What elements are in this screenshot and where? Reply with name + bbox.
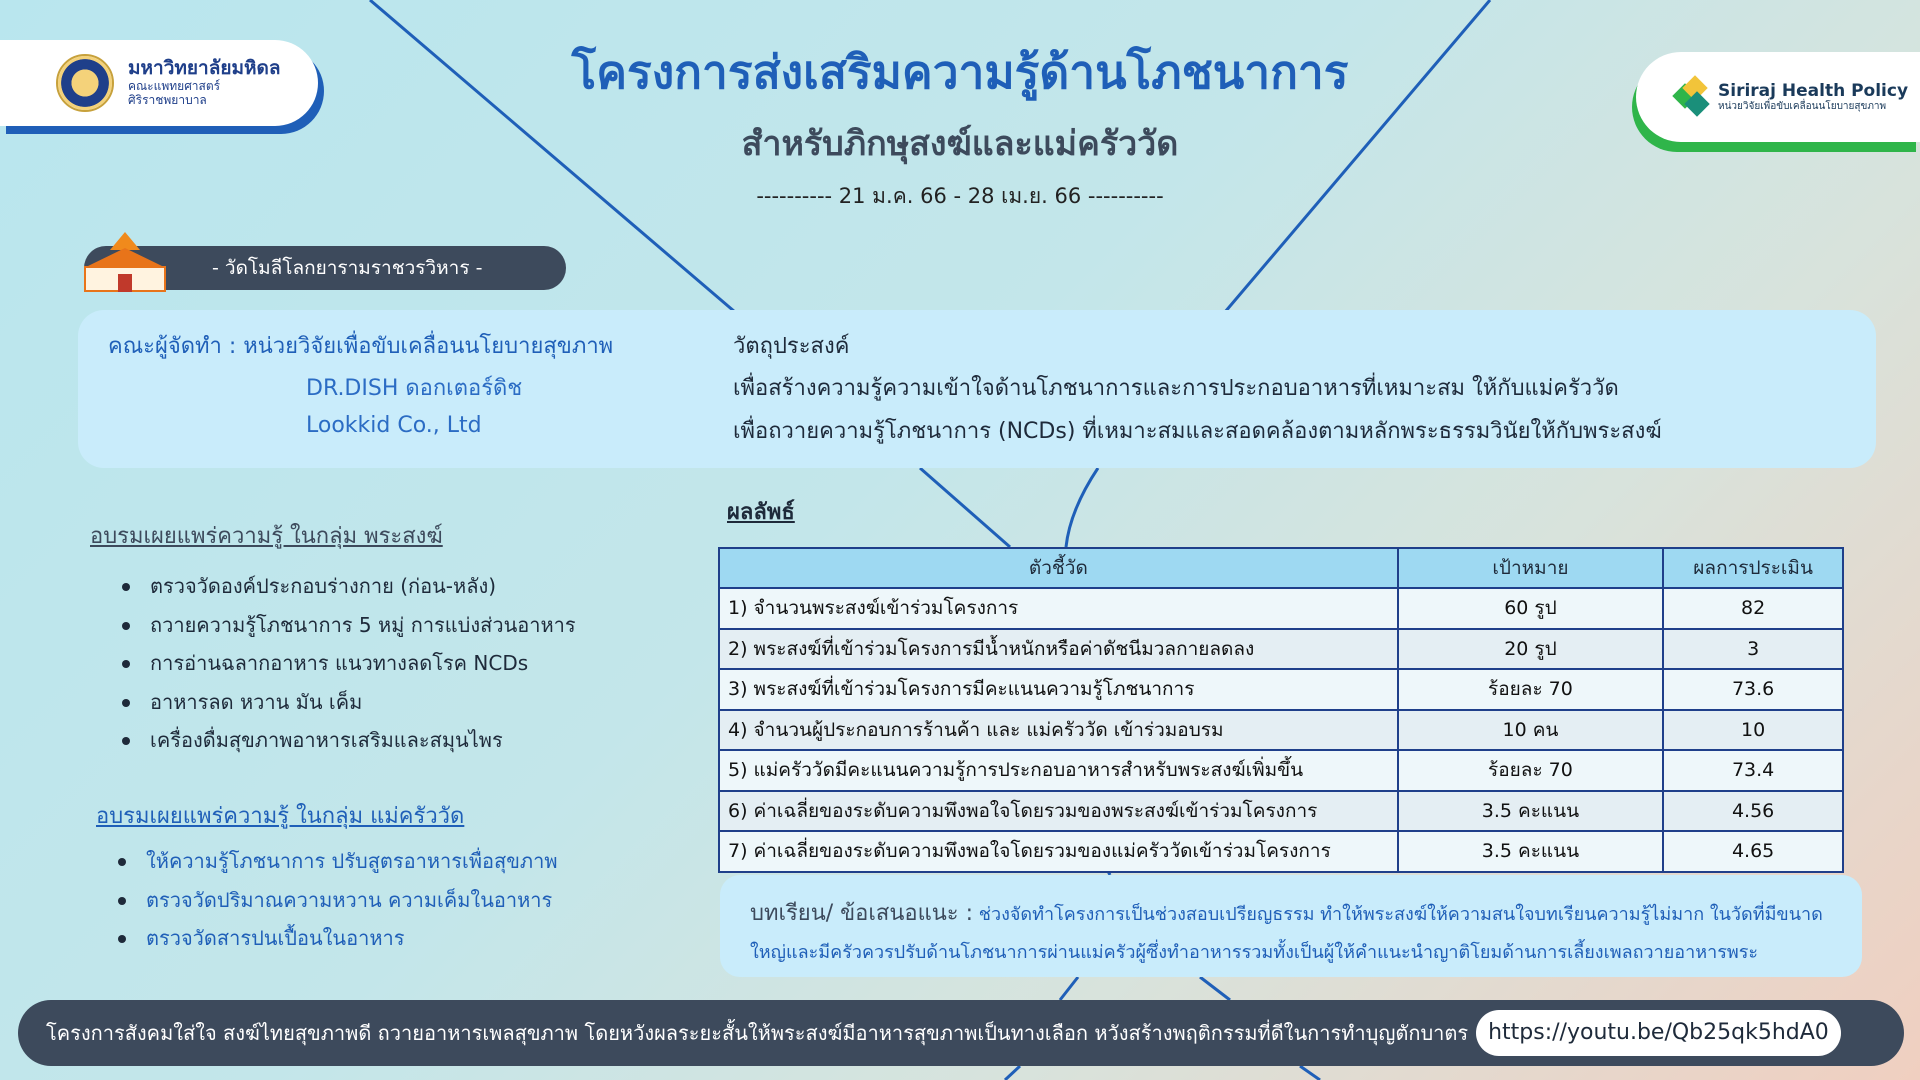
table-row bbox=[719, 669, 1843, 710]
indicator-cell: 2) พระสงฆ์ที่เข้าร่วมโครงการมีน้ำหนักหรือค่าดัชนีมวลกายลดลง bbox=[719, 629, 1398, 670]
target-cell: ร้อยละ 70 bbox=[1398, 750, 1664, 791]
page-title: โครงการส่งเสริมความรู้ด้านโภชนาการ bbox=[571, 45, 1349, 99]
lessons-text-line1: ช่วงจัดทำโครงการเป็นช่วงสอบเปรียญธรรม ทำให้พระสงฆ์ให้ความสนใจบทเรียนความรู้ไม่มาก ในวัดที่มีขนาด bbox=[978, 904, 1823, 925]
list-item: เครื่องดื่มสุขภาพอาหารเสริมและสมุนไพร bbox=[122, 721, 576, 760]
logo-right-line2: หน่วยวิจัยเพื่อขับเคลื่อนนโยบายสุขภาพ bbox=[1718, 100, 1887, 112]
page-subtitle: สำหรับภิกษุสงฆ์และแม่ครัววัด bbox=[741, 124, 1179, 164]
indicator-cell: 3) พระสงฆ์ที่เข้าร่วมโครงการมีคะแนนความรู้โภชนาการ bbox=[719, 669, 1398, 710]
logo-left-line3: ศิริราชพยาบาล bbox=[128, 92, 207, 107]
indicator-cell: 7) ค่าเฉลี่ยของระดับความพึงพอใจโดยรวมของแม่ครัววัดเข้าร่วมโครงการ bbox=[719, 831, 1398, 872]
result-cell: 73.6 bbox=[1663, 669, 1843, 710]
lessons-label: บทเรียน/ ข้อเสนอแนะ : bbox=[750, 901, 974, 926]
footer-text: โครงการสังคมใส่ใจ สงฆ์ไทยสุขภาพดี ถวายอาหารเพลสุขภาพ โดยหวังผลระยะสั้นให้พระสงฆ์มีอาหารสุขภาพเป็นทางเลือก หวังสร้างพฤติกรรมที่ดีในการทำบุญตักบาตร bbox=[46, 1021, 1469, 1045]
list-item: ให้ความรู้โภชนาการ ปรับสูตรอาหารเพื่อสุขภาพ bbox=[118, 842, 558, 881]
cooks-training-heading: อบรมเผยแพร่ความรู้ ในกลุ่ม แม่ครัววัด bbox=[96, 804, 465, 829]
list-item: ตรวจวัดสารปนเปื้อนในอาหาร bbox=[118, 919, 558, 958]
objective-item: เพื่อถวายความรู้โภชนาการ (NCDs) ที่เหมาะสมและสอดคล้องตามหลักพระธรรมวินัยให้กับพระสงฆ์ bbox=[733, 419, 1662, 444]
temple-name-pill: - วัดโมลีโลกยารามราชวรวิหาร - bbox=[84, 246, 566, 290]
result-cell: 4.56 bbox=[1663, 791, 1843, 832]
indicator-cell: 1) จำนวนพระสงฆ์เข้าร่วมโครงการ bbox=[719, 588, 1398, 629]
column-header-indicator: ตัวชี้วัด bbox=[719, 548, 1398, 588]
table-row bbox=[719, 831, 1843, 872]
video-link[interactable]: https://youtu.be/Qb25qk5hdA0 bbox=[1476, 1010, 1841, 1056]
logo-right-line1: Siriraj Health Policy bbox=[1718, 81, 1909, 102]
target-cell: 20 รูป bbox=[1398, 629, 1664, 670]
footer-bar bbox=[18, 1000, 1904, 1066]
list-item: การอ่านฉลากอาหาร แนวทางลดโรค NCDs bbox=[122, 644, 576, 683]
list-item: อาหารลด หวาน มัน เค็ม bbox=[122, 683, 576, 722]
table-row bbox=[719, 750, 1843, 791]
monks-training-heading: อบรมเผยแพร่ความรู้ ในกลุ่ม พระสงฆ์ bbox=[90, 524, 443, 549]
indicator-cell: 4) จำนวนผู้ประกอบการร้านค้า และ แม่ครัววัด เข้าร่วมอบรม bbox=[719, 710, 1398, 751]
logo-left-line1: มหาวิทยาลัยมหิดล bbox=[128, 57, 281, 80]
objective-item: เพื่อสร้างความรู้ความเข้าใจด้านโภชนาการและการประกอบอาหารที่เหมาะสม ให้กับแม่ครัววัด bbox=[733, 376, 1619, 401]
list-item: ตรวจวัดปริมาณความหวาน ความเค็มในอาหาร bbox=[118, 881, 558, 920]
table-row bbox=[719, 791, 1843, 832]
table-row bbox=[719, 629, 1843, 670]
monks-training-list bbox=[122, 567, 576, 760]
table-header-row bbox=[719, 548, 1843, 588]
objectives-label: วัตถุประสงค์ bbox=[733, 334, 850, 359]
list-item: ตรวจวัดองค์ประกอบร่างกาย (ก่อน-หลัง) bbox=[122, 567, 576, 606]
temple-icon bbox=[80, 232, 170, 294]
organizer-item: Lookkid Co., Ltd bbox=[306, 413, 482, 438]
indicator-cell: 5) แม่ครัววัดมีคะแนนความรู้การประกอบอาหารสำหรับพระสงฆ์เพิ่มขึ้น bbox=[719, 750, 1398, 791]
result-cell: 82 bbox=[1663, 588, 1843, 629]
target-cell: 3.5 คะแนน bbox=[1398, 791, 1664, 832]
indicator-cell: 6) ค่าเฉลี่ยของระดับความพึงพอใจโดยรวมของพระสงฆ์เข้าร่วมโครงการ bbox=[719, 791, 1398, 832]
table-row bbox=[719, 710, 1843, 751]
organizers-label: คณะผู้จัดทำ : หน่วยวิจัยเพื่อขับเคลื่อนนโยบายสุขภาพ bbox=[108, 334, 614, 359]
target-cell: 60 รูป bbox=[1398, 588, 1664, 629]
target-cell: 3.5 คะแนน bbox=[1398, 831, 1664, 872]
logo-left-line2: คณะแพทยศาสตร์ bbox=[128, 79, 221, 94]
results-table bbox=[718, 547, 1844, 873]
target-cell: ร้อยละ 70 bbox=[1398, 669, 1664, 710]
list-item: ถวายความรู้โภชนาการ 5 หมู่ การแบ่งส่วนอาหาร bbox=[122, 606, 576, 645]
result-cell: 3 bbox=[1663, 629, 1843, 670]
column-header-target: เป้าหมาย bbox=[1398, 548, 1664, 588]
cooks-training-list bbox=[118, 842, 558, 958]
table-row bbox=[719, 588, 1843, 629]
target-cell: 10 คน bbox=[1398, 710, 1664, 751]
results-heading: ผลลัพธ์ bbox=[727, 500, 795, 525]
organizer-item: DR.DISH ดอกเตอร์ดิช bbox=[306, 376, 523, 401]
date-range: ---------- 21 ม.ค. 66 - 28 เม.ย. 66 ---------- bbox=[756, 184, 1164, 208]
result-cell: 10 bbox=[1663, 710, 1843, 751]
result-cell: 4.65 bbox=[1663, 831, 1843, 872]
result-cell: 73.4 bbox=[1663, 750, 1843, 791]
lessons-text-line2: ใหญ่และมีครัวควรปรับด้านโภชนาการผ่านแม่ครัวผู้ซึ่งทำอาหารรวมทั้งเป็นผู้ให้คำแนะนำญาติโยมด้านการเลี้ยงเพลถวายอาหารพระ bbox=[750, 942, 1759, 963]
lessons-panel bbox=[720, 875, 1862, 977]
column-header-result: ผลการประเมิน bbox=[1663, 548, 1843, 588]
